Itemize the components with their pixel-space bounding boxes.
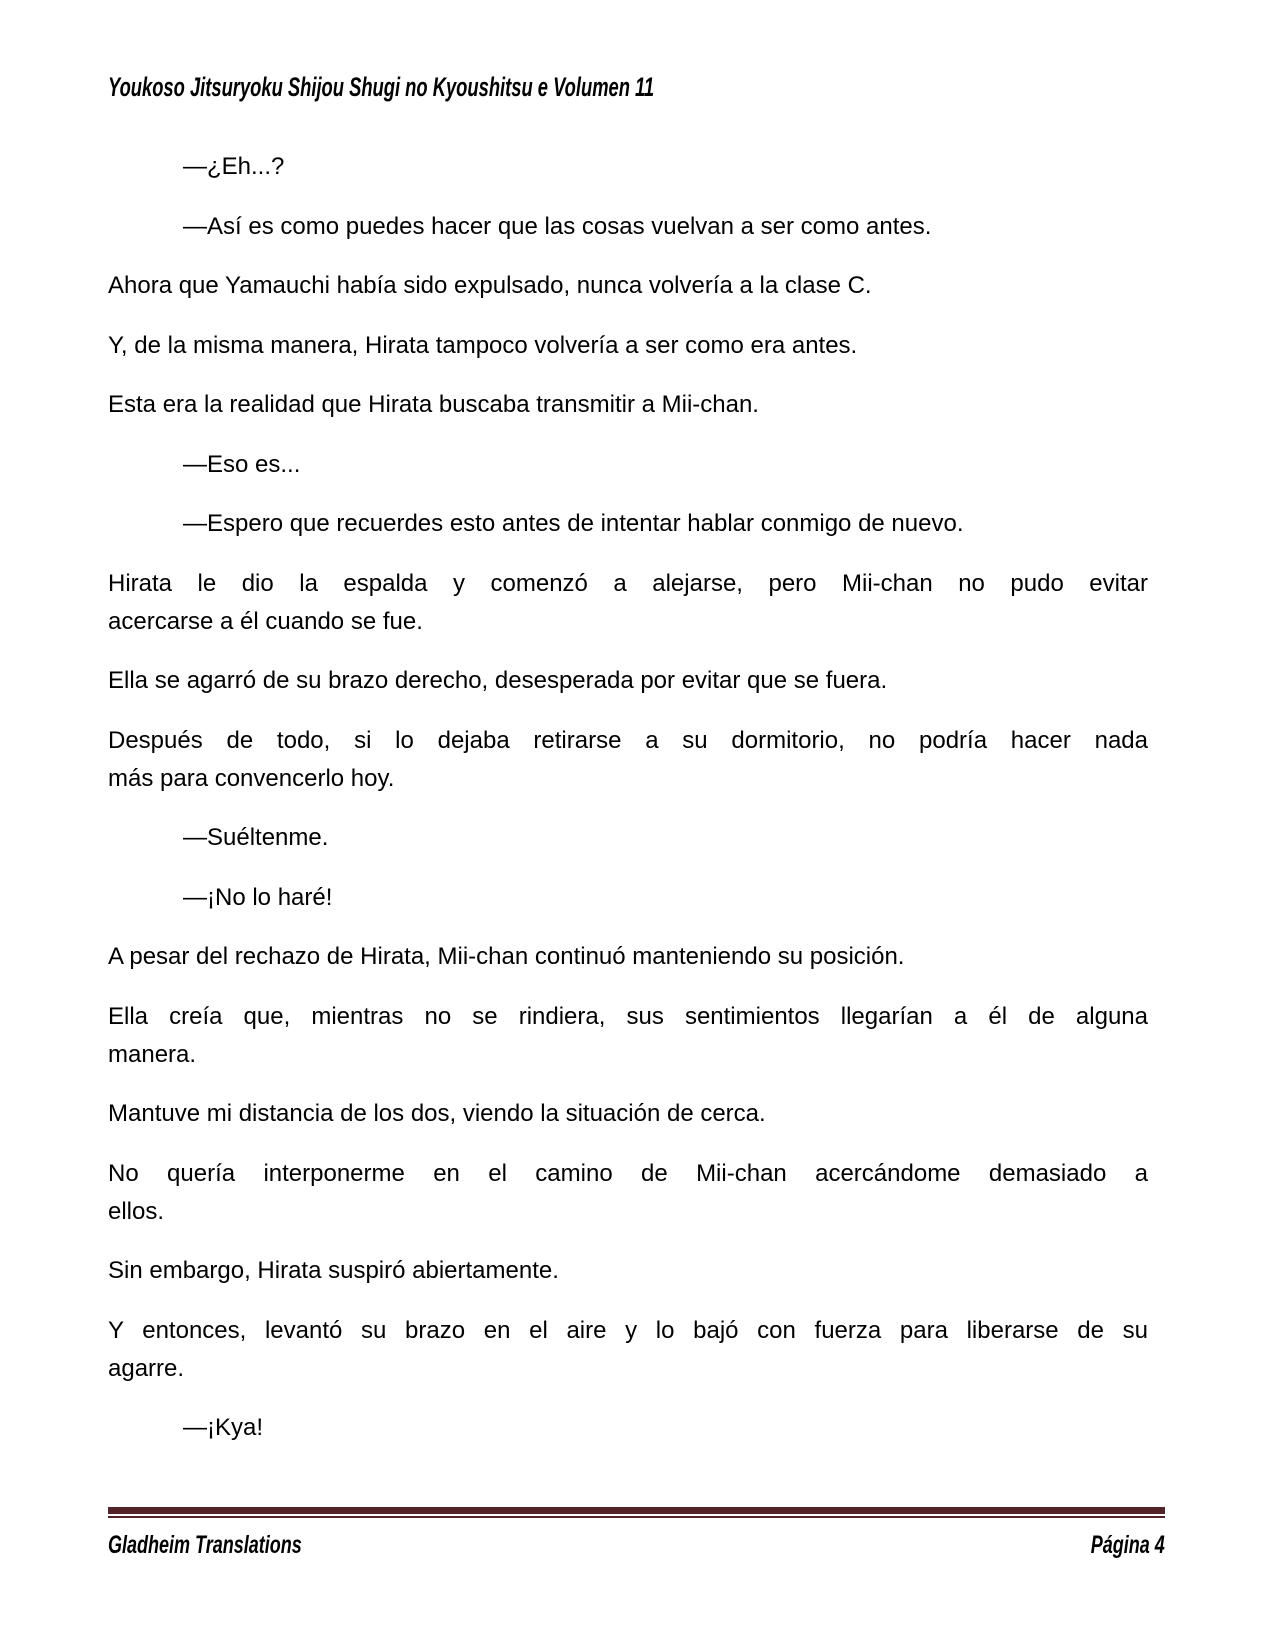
text-line: Ahora que Yamauchi había sido expulsado, nunca volvería a la clase C. <box>108 272 872 299</box>
text-line: Ella creía que, mientras no se rindiera, sus sentimientos llegarían a él de alguna <box>108 1002 1148 1030</box>
footer-page-number: Página 4 <box>1090 1531 1165 1559</box>
paragraph <box>108 148 1148 186</box>
paragraph <box>108 565 1148 641</box>
paragraph <box>108 722 1148 798</box>
text-line: acercarse a él cuando se fue. <box>108 607 423 635</box>
text-line: Hirata le dio la espalda y comenzó a alejarse, pero Mii-chan no pudo evitar <box>108 569 1148 597</box>
footer-translator-name: Gladheim Translations <box>108 1531 302 1559</box>
paragraph <box>108 267 1148 305</box>
paragraph <box>108 938 1148 976</box>
text-line: —¡Kya! <box>183 1414 264 1441</box>
paragraph <box>108 327 1148 365</box>
text-line: agarre. <box>108 1354 185 1382</box>
document-body <box>108 148 1148 1469</box>
paragraph <box>108 208 1148 246</box>
paragraph <box>108 819 1148 857</box>
text-line: más para convencerlo hoy. <box>108 764 395 792</box>
text-line: —Suéltenme. <box>183 824 329 851</box>
paragraph <box>108 1095 1148 1133</box>
paragraph <box>108 1155 1148 1231</box>
page-title: Youkoso Jitsuryoku Shijou Shugi no Kyoushitsu e Volumen 11 <box>108 72 655 102</box>
paragraph <box>108 879 1148 917</box>
text-line: —Eso es... <box>183 450 301 478</box>
page-footer <box>108 1507 1165 1560</box>
paragraph <box>108 998 1148 1074</box>
text-line: manera. <box>108 1040 197 1068</box>
text-line: Y entonces, levantó su brazo en el aire y lo bajó con fuerza para liberarse de su <box>108 1316 1148 1344</box>
paragraph <box>108 1252 1148 1290</box>
text-line: Mantuve mi distancia de los dos, viendo la situación de cerca. <box>108 1100 766 1127</box>
footer-separator-thick-line <box>108 1507 1165 1514</box>
paragraph <box>108 446 1148 484</box>
paragraph <box>108 386 1148 424</box>
text-line: Después de todo, si lo dejaba retirarse a su dormitorio, no podría hacer nada <box>108 726 1148 754</box>
text-line: A pesar del rechazo de Hirata, Mii-chan continuó manteniendo su posición. <box>108 943 905 970</box>
footer-text-row <box>108 1530 1165 1560</box>
text-line: Sin embargo, Hirata suspiró abiertamente. <box>108 1257 559 1284</box>
text-line: ellos. <box>108 1197 165 1225</box>
paragraph <box>108 662 1148 700</box>
text-line: Ella se agarró de su brazo derecho, desesperada por evitar que se fuera. <box>108 667 888 694</box>
text-line: —¿Eh...? <box>183 153 285 180</box>
text-line: —Espero que recuerdes esto antes de intentar hablar conmigo de nuevo. <box>183 510 964 537</box>
text-line: Y, de la misma manera, Hirata tampoco volvería a ser como era antes. <box>108 331 858 359</box>
paragraph <box>108 1312 1148 1388</box>
text-line: —¡No lo haré! <box>183 883 333 911</box>
footer-separator-thin-line <box>108 1516 1165 1518</box>
paragraph <box>108 505 1148 543</box>
text-line: Esta era la realidad que Hirata buscaba transmitir a Mii-chan. <box>108 391 759 418</box>
paragraph <box>108 1409 1148 1447</box>
text-line: —Así es como puedes hacer que las cosas vuelvan a ser como antes. <box>183 212 932 240</box>
text-line: No quería interponerme en el camino de Mii-chan acercándome demasiado a <box>108 1159 1148 1187</box>
